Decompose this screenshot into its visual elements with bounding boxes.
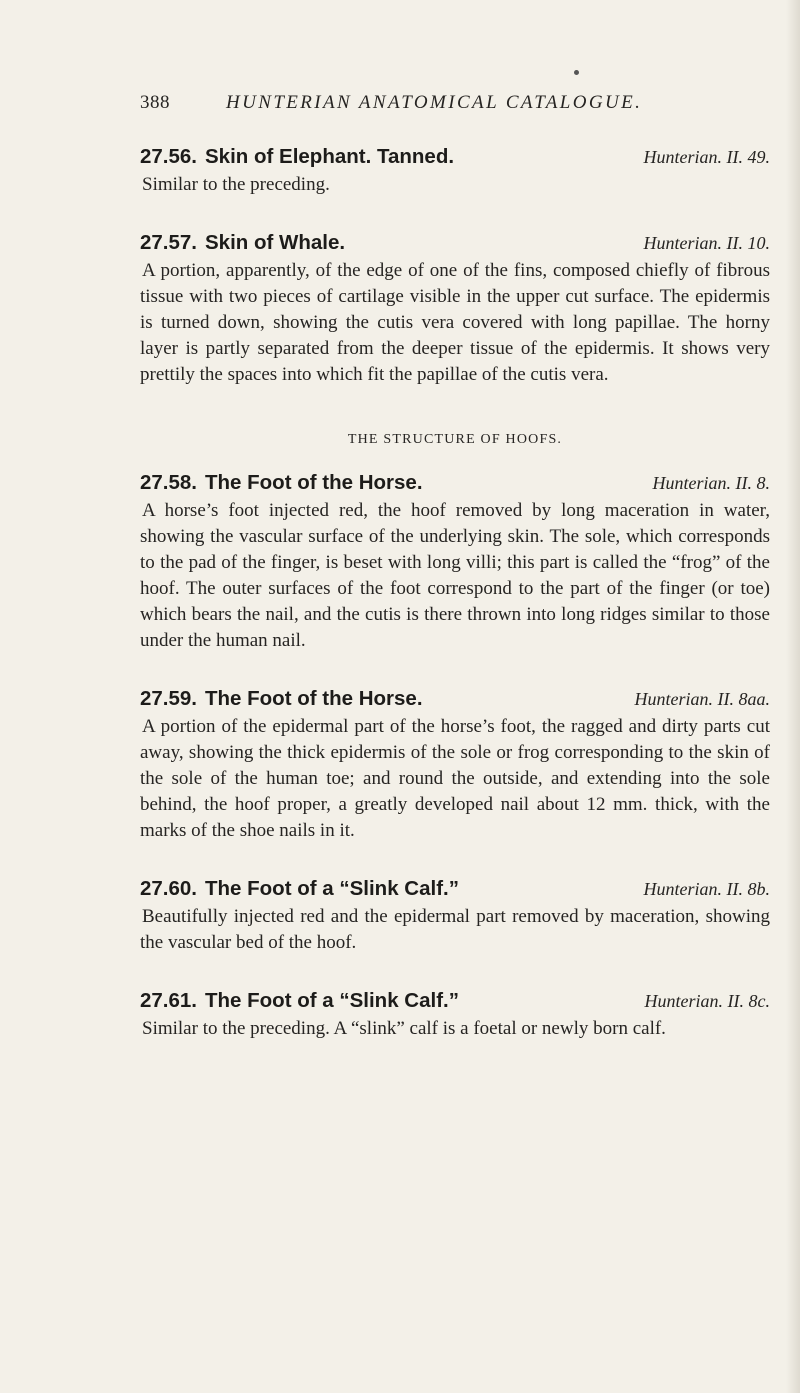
entry-number: 27.56. bbox=[140, 145, 197, 168]
page-edge-shadow bbox=[786, 0, 800, 1393]
entry-reference: Hunterian. II. 8. bbox=[652, 473, 770, 493]
entry-title: Skin of Elephant. Tanned. bbox=[205, 145, 455, 168]
entry-heading bbox=[140, 468, 770, 498]
entry-number: 27.58. bbox=[140, 471, 197, 494]
entry-title: Skin of Whale. bbox=[205, 231, 346, 254]
catalogue-entry bbox=[140, 468, 770, 654]
entry-number: 27.57. bbox=[140, 231, 197, 254]
section-heading: THE STRUCTURE OF HOOFS. bbox=[347, 432, 563, 447]
catalogue-entries bbox=[140, 142, 770, 1042]
entry-number: 27.59. bbox=[140, 687, 197, 710]
catalogue-entry bbox=[140, 228, 770, 388]
entry-heading bbox=[140, 874, 770, 904]
entry-description: A portion, apparently, of the edge of one of the fins, composed chiefly of fibrous tissue with two pieces of cartilage visible in the upper cut surface. The epidermis is turned down, showing the cutis vera covered with long papillae. The horny layer is partly separated from the deeper tissue of the epidermis. It shows very prettily the spaces into which fit the papillae of the cutis vera. bbox=[140, 260, 770, 385]
running-title: HUNTERIAN ANATOMICAL CATALOGUE. bbox=[226, 92, 643, 113]
page-number: 388 bbox=[140, 92, 170, 113]
entry-description: A portion of the epidermal part of the horse’s foot, the ragged and dirty parts cut away, showing the thick epidermis of the sole or frog corresponding to the skin of the sole of the human toe; and round the outside, and extending into the sole behind, the hoof proper, a greatly developed nail about 12 mm. thick, with the marks of the shoe nails in it. bbox=[140, 716, 770, 841]
entry-reference: Hunterian. II. 49. bbox=[643, 147, 770, 167]
running-head bbox=[140, 92, 700, 122]
catalogue-entry bbox=[140, 986, 770, 1042]
catalogue-entry bbox=[140, 874, 770, 956]
entry-heading bbox=[140, 228, 770, 258]
entry-description: Similar to the preceding. A “slink” calf is a foetal or newly born calf. bbox=[142, 1018, 666, 1039]
entry-title: The Foot of the Horse. bbox=[205, 471, 423, 494]
entry-heading bbox=[140, 142, 770, 172]
entry-description: Beautifully injected red and the epidermal part removed by maceration, showing the vascular bed of the hoof. bbox=[140, 906, 770, 953]
entry-reference: Hunterian. II. 8c. bbox=[644, 991, 770, 1011]
catalogue-entry bbox=[140, 142, 770, 198]
entry-reference: Hunterian. II. 8b. bbox=[643, 879, 770, 899]
entry-description: A horse’s foot injected red, the hoof removed by long maceration in water, showing the vascular surface of the underlying skin. The sole, which corresponds to the pad of the finger, is beset with long villi; this part is called the “frog” of the hoof. The outer surfaces of the foot correspond to the part of the finger (or toe) which bears the nail, and the cutis is there thrown into long ridges similar to those under the human nail. bbox=[140, 500, 770, 651]
entry-title: The Foot of a “Slink Calf.” bbox=[205, 877, 459, 900]
entry-heading bbox=[140, 684, 770, 714]
entry-number: 27.61. bbox=[140, 989, 197, 1012]
entry-heading bbox=[140, 986, 770, 1016]
entry-title: The Foot of a “Slink Calf.” bbox=[205, 989, 459, 1012]
entry-title: The Foot of the Horse. bbox=[205, 687, 423, 710]
entry-reference: Hunterian. II. 8aa. bbox=[634, 689, 770, 709]
entry-number: 27.60. bbox=[140, 877, 197, 900]
ink-speck bbox=[574, 70, 579, 75]
entry-reference: Hunterian. II. 10. bbox=[643, 233, 770, 253]
entry-description: Similar to the preceding. bbox=[142, 174, 330, 195]
catalogue-entry bbox=[140, 684, 770, 844]
